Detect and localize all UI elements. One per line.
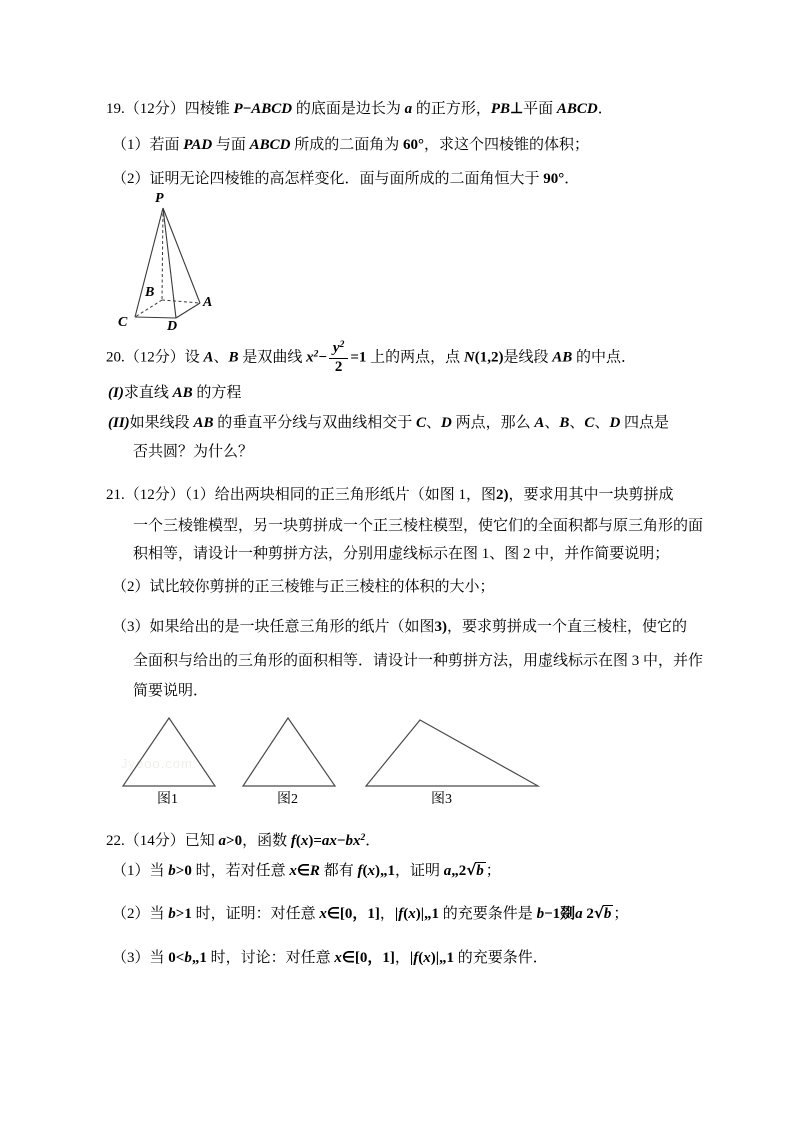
q21-part3-cont2: 简要说明． <box>133 683 209 699</box>
pyramid-vertex-label-B: B <box>145 285 155 300</box>
pyramid-edge-PC <box>135 208 163 317</box>
q21-line2: 一个三棱锥模型，另一块剪拼成一个正三棱柱模型，使它们的全面积都与原三角形的面 <box>133 518 704 534</box>
q21-header: 21.（12分）（1）给出两块相同的正三角形纸片（如图 1，图2)，要求用其中一块剪拼成 <box>106 487 674 503</box>
watermark: Jyeoo.com <box>121 756 193 771</box>
pyramid-vertex-label-C: C <box>118 315 128 330</box>
pyramid-edge-DA <box>176 303 200 318</box>
q22-part3: （3）当 0<b„1 时，讨论：对任意 x∈[0，1]，|f(x)|„1 的充要条件． <box>112 950 548 966</box>
q20-part1: (I)求直线 AB 的方程 <box>108 385 242 401</box>
q22-header: 22.（14分）已知 a>0，函数 $f(x)=ax-bx^2$． <box>106 833 381 849</box>
q20-header: 20.（12分）设 A、B 是双曲线 $x^2-$ $\frac{y^2}{2}$ =1 上的两点，点 N(1,2)是线段 AB 的中点． <box>106 340 637 375</box>
pyramid-edge-CD <box>135 317 176 318</box>
q19-part1: （1）若面 PAD 与面 ABCD 所成的二面角为 60°，求这个四棱锥的体积； <box>112 137 590 153</box>
q22-part2: （2）当 b>1 时，证明：对任意 x∈[0，1]，|f(x)|„1 的充要条件是 b−1剟a 2√b ； <box>112 904 629 922</box>
q21-line3: 积相等，请设计一种剪拼方法，分别用虚线标示在图 1、图 2 中，并作简要说明； <box>133 546 670 562</box>
figure-label-3: 图3 <box>431 792 452 807</box>
pyramid-edge-PB-hidden <box>162 208 163 300</box>
q22-part1: （1）当 b>0 时，若对任意 x∈R 都有 f(x)„1，证明 a„2√b ； <box>112 861 501 879</box>
pyramid-edge-BA-hidden <box>162 300 200 303</box>
q19-part2: （2）证明无论四棱锥的高怎样变化．面与面所成的二面角恒大于 90°． <box>112 171 580 187</box>
pyramid-vertex-label-D: D <box>167 319 178 334</box>
triangle-fig3 <box>366 720 538 786</box>
triangles-figure <box>115 710 545 790</box>
pyramid-vertex-label-P: P <box>155 191 164 206</box>
pyramid-figure <box>115 190 225 340</box>
q21-part3: （3）如果给出的是一块任意三角形的纸片（如图3)，要求剪拼成一个直三棱柱，使它的 <box>112 619 688 635</box>
q20-part2-cont: 否共圆？为什么？ <box>133 444 254 460</box>
q20-part2: (II)如果线段 AB 的垂直平分线与双曲线相交于 C、D 两点，那么 A、B、C、D 四点是 <box>108 415 670 431</box>
triangle-fig2 <box>243 718 335 786</box>
q21-part3-cont1: 全面积与给出的三角形的面积相等．请设计一种剪拼方法，用虚线标示在图 3 中，并作 <box>133 653 704 669</box>
figure-label-2: 图2 <box>277 792 298 807</box>
q19-header: 19.（12分）四棱锥 P−ABCD 的底面是边长为 a 的正方形，PB⊥平面 ABCD． <box>106 101 613 117</box>
triangle-fig1 <box>123 718 215 786</box>
q21-part2: （2）试比较你剪拼的正三棱锥与正三棱柱的体积的大小； <box>112 579 495 595</box>
figure-label-1: 图1 <box>157 792 178 807</box>
pyramid-vertex-label-A: A <box>203 295 213 310</box>
